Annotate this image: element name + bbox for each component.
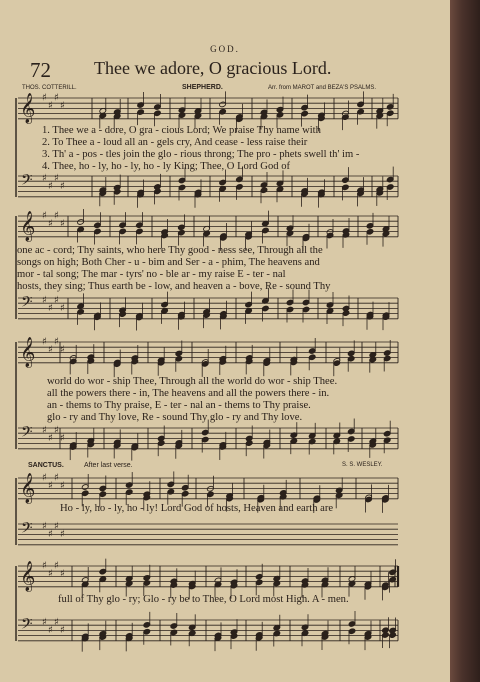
author-credit: THOS. COTTERILL. xyxy=(22,85,77,91)
sanctus-composer: S. S. WESLEY. xyxy=(342,462,383,468)
hymn-number: 72 xyxy=(30,58,51,82)
verse-line: mor - tal song; The mar - tyrs' no - ble ar - my raise E - ter - nal xyxy=(17,269,286,280)
verse-line: world do wor - ship Thee, Through all the world do wor - ship Thee. xyxy=(47,376,338,387)
svg-text:♯: ♯ xyxy=(42,617,47,629)
svg-text:♯: ♯ xyxy=(48,625,53,636)
svg-text:♯: ♯ xyxy=(42,295,47,307)
sanctus-line: Ho - ly, ho - ly, ho - ly! Lord God of hosts, Heaven and earth are xyxy=(60,503,334,514)
svg-text:♯: ♯ xyxy=(48,568,53,580)
svg-text:♯: ♯ xyxy=(54,472,59,484)
verse-line: glo - ry and Thy love, Re - sound Thy glo - ry and Thy love. xyxy=(47,412,303,423)
tune-name: SHEPHERD. xyxy=(182,84,223,91)
svg-text:𝄞: 𝄞 xyxy=(20,561,36,592)
svg-text:♯: ♯ xyxy=(42,173,47,185)
svg-text:♯: ♯ xyxy=(60,100,65,112)
svg-text:♯: ♯ xyxy=(54,210,59,222)
svg-text:♯: ♯ xyxy=(60,433,65,444)
verse-line: 1. Thee we a - dore, O gra - cious Lord; We praise Thy name with xyxy=(42,125,321,136)
svg-text:♯: ♯ xyxy=(48,100,53,112)
svg-text:♯: ♯ xyxy=(60,303,65,314)
verse-line: 4. Thee, ho - ly, ho - ly, ho - ly King; Thee, O Lord God of xyxy=(42,161,291,172)
svg-text:♯: ♯ xyxy=(60,480,65,492)
svg-text:♯: ♯ xyxy=(42,210,47,222)
svg-text:♯: ♯ xyxy=(54,336,59,348)
svg-text:♯: ♯ xyxy=(42,425,47,437)
svg-text:♯: ♯ xyxy=(60,625,65,636)
svg-text:♯: ♯ xyxy=(42,472,47,484)
verse-line: 2. To Thee a - loud all an - gels cry, And cease - less raise their xyxy=(42,137,308,148)
svg-text:𝄞: 𝄞 xyxy=(20,473,36,504)
svg-text:𝄢: 𝄢 xyxy=(21,423,33,445)
svg-text:𝄢: 𝄢 xyxy=(21,615,33,637)
verse-line: hosts, they sing; Thus earth be - low, and heaven a - bove, Re - sound Thy xyxy=(17,281,331,292)
verse-line: songs on high; Both Cher - u - bim and Ser - a - phim, The heavens and xyxy=(17,257,320,268)
svg-text:♯: ♯ xyxy=(54,521,59,533)
svg-text:𝄢: 𝄢 xyxy=(21,519,33,541)
svg-text:♯: ♯ xyxy=(54,295,59,307)
sanctus-label: SANCTUS. xyxy=(28,462,64,469)
svg-text:♯: ♯ xyxy=(42,560,47,572)
svg-text:♯: ♯ xyxy=(60,181,65,192)
svg-text:♯: ♯ xyxy=(48,433,53,444)
svg-text:♯: ♯ xyxy=(48,529,53,540)
arranger-credit: Arr. from MAROT and BEZA'S PSALMS. xyxy=(268,85,377,91)
svg-text:𝄞: 𝄞 xyxy=(20,337,36,368)
svg-text:♯: ♯ xyxy=(42,92,47,104)
svg-text:𝄞: 𝄞 xyxy=(20,211,36,242)
svg-text:♯: ♯ xyxy=(60,568,65,580)
svg-text:♯: ♯ xyxy=(54,425,59,437)
svg-text:♯: ♯ xyxy=(48,480,53,492)
svg-text:𝄢: 𝄢 xyxy=(21,171,33,193)
svg-text:♯: ♯ xyxy=(60,529,65,540)
svg-text:♯: ♯ xyxy=(54,173,59,185)
hymn-title: Thee we adore, O gracious Lord. xyxy=(94,58,332,78)
book-spine xyxy=(450,0,480,682)
svg-text:𝄞: 𝄞 xyxy=(20,93,36,124)
svg-text:♯: ♯ xyxy=(48,303,53,314)
verse-line: one ac - cord; Thy saints, who here Thy good - ness see, Through all the xyxy=(17,245,323,256)
svg-text:♯: ♯ xyxy=(54,560,59,572)
svg-text:♯: ♯ xyxy=(54,92,59,104)
verse-line: 3. Th' a - pos - tles join the glo - rious throng; The pro - phets swell th' im - xyxy=(42,149,360,160)
sanctus-note: After last verse. xyxy=(84,462,133,469)
svg-text:♯: ♯ xyxy=(54,617,59,629)
svg-text:♯: ♯ xyxy=(48,218,53,230)
svg-text:♯: ♯ xyxy=(48,344,53,356)
svg-text:♯: ♯ xyxy=(42,336,47,348)
verse-line: all the powers there - in, The heavens and all the powers there - in. xyxy=(47,388,330,399)
svg-text:♯: ♯ xyxy=(60,344,65,356)
svg-text:𝄢: 𝄢 xyxy=(21,293,33,315)
section-header: GOD. xyxy=(210,44,240,54)
svg-text:♯: ♯ xyxy=(42,521,47,533)
verse-line: an - thems to Thy praise, E - ter - nal an - thems to Thy praise. xyxy=(47,400,311,411)
svg-text:♯: ♯ xyxy=(60,218,65,230)
svg-text:♯: ♯ xyxy=(48,181,53,192)
sanctus-line: full of Thy glo - ry; Glo - ry be to Thee, O Lord most High. A - men. xyxy=(58,594,349,605)
